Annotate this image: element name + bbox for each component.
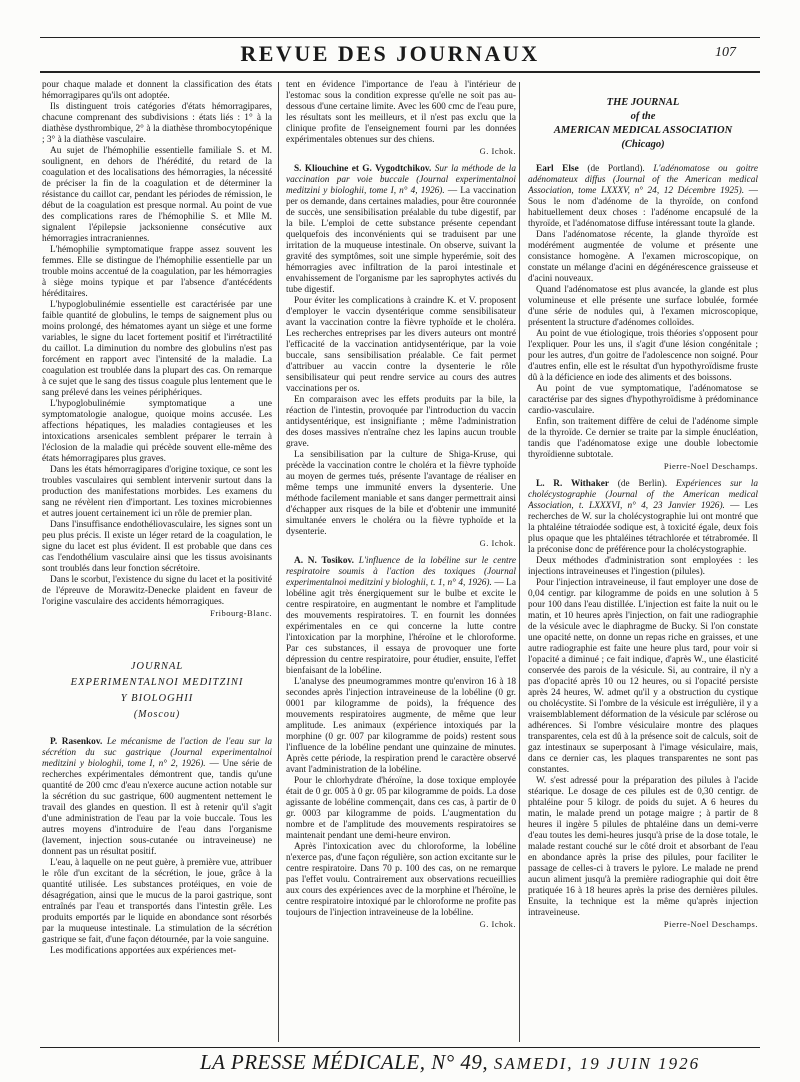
article-text: — Les recherches de W. sur la cholécystographie lui ont montré que la phtaléine tétraiodée sodique est, à toxicité égale, deux fois plus opaque que les phtaléines tétrachlorée et tétrabromée. Il la préconise donc de préférence pour la cholécystographie. — [528, 501, 758, 555]
article-abstract — [42, 737, 272, 858]
article-title: L'adénomatose ou goitre adénomateux diffus — [528, 164, 758, 185]
paragraph: L'analyse des pneumogrammes montre qu'environ 16 à 18 secondes après l'injection intraveineuse de la lobéline (0 gr. 0001 par kilogramme de poids), la fréquence des mouvements respiratoires augmente, de même que leur amplitude. Les animaux (expérience intoxiqués par la morphine (0 gr. 007 par kilogramme de poids) restent sous l'influence de la lobéline pendant une quinzaine de minutes. Après cette période, la respiration prend le caractère observé avant l'administration de la lobéline. — [286, 677, 516, 775]
column-rule-left — [278, 82, 279, 1042]
paragraph: Pour le chlorhydrate d'héroïne, la dose toxique employée était de 0 gr. 005 à 0 gr. 05 par kilogramme de poids. La dose agissante de lobéline commençait, dans ces cas, à partir de 0 gr. 0003 par kilogramme de poids. L'augmentation du nombre et de l'amplitude des mouvements respiratoires se maintenait pendant une demi-heure environ. — [286, 776, 516, 841]
article-title: L'influence de la lobéline sur le centre respiratoire soumis à l'action des toxiques — [286, 556, 516, 577]
article-author: S. Kliouchine et G. Vygodtchikov. — [294, 164, 432, 174]
paragraph: L'hypoglobulinémie essentielle est caractérisée par une faible quantité de globulins, le temps de saignement plus ou moins prolongé, des hématomes ayant un siège et une forme variables, le signe du lacet fortement positif et l'irrétractilité du caillot. La diminution du nombre des globulins n'est pas forcément en rapport avec l'intensité de la maladie. La coagulation est troublée dans la plupart des cas. On remarque à ce sujet que le sang des tissus coagule plus lentement que le sang prélevé dans les veines périphériques. — [42, 300, 272, 398]
signature: G. Ichok. — [479, 146, 516, 156]
article-text: — La vaccination per os demande, dans certaines maladies, pour être couronnée de succès, une sensibilisation préalable du tube digestif, par la bile. L'emploi de cette substance présente cependant quelquefois des inconvénients qui se traduisent par une irritation de la muqueuse intestinale. On observe, suivant la gravité des symptômes, soit une simple hyperémie, soit des hémorragies avec infiltration de la paroi intestinale et envahissement de l'organisme par les saprophytes activés du tube digestif. — [286, 186, 516, 295]
paragraph: En comparaison avec les effets produits par la bile, la réaction de l'intestin, provoquée par l'introduction du vaccin antidysentérique, est insignifiante ; même l'administration des doses massives n'entraîne chez les lapins aucun trouble grave. — [286, 395, 516, 449]
paragraph: W. s'est adressé pour la préparation des pilules à l'acide stéarique. Le dosage de ces pilules est de 0,30 centigr. de phtaléine pour 5 kilogr. de poids du sujet. A 6 heures du matin, le malade prend un potage maigre ; à partir de 8 heures il ingère 5 pilules de phtaléine dans un demi-verre d'eau toutes les demi-heures jusqu'à prise de la dose totale, le malade restant couché sur le côté droit et absorbant de l'eau en abondance après la prise des pilules, pour faciliter le passage de celles-ci à travers le pylore. Le malade ne prend aucun aliment jusqu'à la première radiographie qui doit être pratiquée 16 à 18 heures après la prise des dernières pilules. Ensuite, la technique est la même qu'après injection intraveineuse. — [528, 776, 758, 918]
article-abstract — [528, 479, 758, 556]
article-reference: (Journal of the American medical Association, tome LXXXV, n° 24, 12 Décembre 1925). — [528, 175, 758, 196]
header-rule — [40, 71, 760, 73]
article-abstract — [286, 556, 516, 677]
journal-name-line: of the — [630, 111, 656, 122]
column-rule-right — [519, 82, 520, 1042]
column-right — [528, 80, 758, 1048]
paragraph: Dans l'adénomatose récente, la glande thyroïde est modérément augmentée de volume et présente une consistance homogène. A l'examen microscopique, on constate un mélange d'acini en dégénérescence graisseuse et d'acini nouveaux. — [528, 230, 758, 284]
signature: Fribourg-Blanc. — [210, 608, 272, 618]
paragraph: Après l'intoxication avec du chloroforme, la lobéline n'exerce pas, d'une façon régulière, son action excitante sur le centre respiratoire. Dans 70 p. 100 des cas, on ne remarque pas l'effet voulu. Contrairement aux observations recueillies aux cours des expériences avec de la morphine et l'héroïne, le centre respiratoire intoxiqué par le chloroforme ne profite pas toujours de l'injection intraveineuse de la lobéline. — [286, 842, 516, 918]
journal-name-line: Y BIOLOGHII — [120, 693, 194, 704]
header-rule-top — [40, 37, 760, 38]
article-title: Le mécanisme de l'action de l'eau sur la sécrétion du suc gastrique — [42, 737, 272, 758]
article-reference: (Journal experimentalnoi meditzini y biologhii, t. 1, n° 4, 1926). — [286, 567, 516, 588]
paragraph: L'hypoglobulinémie symptomatique a une symptomatologie analogue, quoique moins accusée. Les affections hépatiques, les maladies contagieuses et les intoxications arsenicales semblent préparer le terrain à l'éclosion de la maladie qui précède souvent elle-même des états hémorragipares plus graves. — [42, 399, 272, 464]
article-text: — La lobéline agit très énergiquement sur le bulbe et excite le centre respiratoire, en augmentant le nombre et l'amplitude des mouvements respiratoires. T. en fournit les données expérimentales en ce qui concerne la lutte contre l'intoxication par la morphine, l'héroïne et le chloroforme. Par ces substances, il essaya de provoquer une forte dépression du centre respiratoire, pour étudier, ensuite, l'effet bienfaisant de la lobéline. — [286, 578, 516, 676]
footer-issue-number: N° 49, — [431, 1050, 489, 1074]
paragraph: Enfin, son traitement diffère de celui de l'adénome simple de la thyroïde. Ce dernier se traite par la simple énucléation, tandis que l'adénomatose exige une double lobectomie thyroïdienne subtotale. — [528, 417, 758, 460]
article-author-location: (de Portland). — [587, 164, 645, 174]
article-author-location: (de Berlin). — [617, 479, 668, 489]
footer-rule — [40, 1047, 760, 1048]
paragraph: Au point de vue symptomatique, l'adénomatose se caractérise par des signes d'hypothyroïdisme à prédominance cardio-vasculaire. — [528, 384, 758, 416]
article-abstract — [528, 164, 758, 230]
article-author: Earl Else — [536, 164, 579, 174]
signature: Pierre-Noel Deschamps. — [663, 919, 758, 929]
footer-journal: LA PRESSE MÉDICALE, — [200, 1050, 426, 1074]
article-author: L. R. Withaker — [536, 479, 610, 489]
paragraph: Dans les états hémorragipares d'origine toxique, ce sont les troubles vasculaires qui semblent intervenir surtout dans la production des manifestations morbides. Les examens du sang ne révèlent rien d'important. Les toxines microbiennes et autres jouent certainement ici un rôle de premier plan. — [42, 465, 272, 519]
paragraph: L'eau, à laquelle on ne peut guère, à première vue, attribuer le rôle d'un excitant de la sécrétion, le joue, grâce à la quantité utilisée. Les substances protéiques, en voie de désagrégation, ainsi que le mucus de la paroi gastrique, sont entraînés par l'eau et transportés dans l'intestin grêle. Les produits emportés par le liquide en abondance sont résorbés par la muqueuse intestinale. La stimulation de la sécrétion gastrique se fait, d'une façon détournée, par la voie sanguine. — [42, 858, 272, 945]
signature: G. Ichok. — [479, 538, 516, 548]
journal-name-line: EXPERIMENTALNOI MEDITZINI — [70, 677, 244, 688]
paragraph: Quand l'adénomatose est plus avancée, la glande est plus volumineuse et elle présente une surface lobulée, formée d'une série de nodules qui, à l'examen microscopique, présentent la structure d'adénomes colloïdes. — [528, 285, 758, 328]
article-reference: (Journal of the American medical Association, t. LXXXVI, n° 4, 23 Janvier 1926). — [528, 490, 758, 511]
article-author: P. Rasenkov. — [50, 737, 103, 747]
article-text: — Sous le nom d'adénome de la thyroïde, on confond habituellement deux choses : l'adénome encapsulé de la thyroïde, et l'adénomatose diffuse intéressant toute la glande. — [528, 186, 758, 229]
journal-city: (Chicago) — [621, 139, 665, 150]
page-number: 107 — [715, 45, 736, 60]
paragraph: tent en évidence l'importance de l'eau à l'intérieur de l'estomac sous la condition expresse qu'elle ne soit pas au-dessous d'une certaine limite. Avec les 600 cmc de l'eau pure, les résultats sont les meilleurs, et il n'est pas exclu que la clinique profite de l'enseignement fourni par les données expérimentales obtenues sur des chiens. — [286, 80, 516, 145]
journal-city: (Moscou) — [133, 709, 181, 720]
column-left — [42, 80, 272, 1048]
paragraph: Ils distinguent trois catégories d'états hémorragipares, chacune comprenant des subdivisions : états liés : 1° à la diathèse dysthrombique, 2° à la diathèse thrombocytopénique ; 3° à la diathèse vasculaire. — [42, 102, 272, 145]
paragraph: Dans le scorbut, l'existence du signe du lacet et la positivité de l'épreuve de Morawitz-Denecke plaident en faveur de l'origine vasculaire des accidents hémorragiques. — [42, 575, 272, 607]
paragraph: Les modifications apportées aux expériences met- — [50, 946, 237, 956]
article-reference: (Journal experimentalnoi meditzini y biologhii, tome I, n° 2, 1926). — [42, 748, 272, 769]
paragraph: Pour éviter les complications à craindre K. et V. proposent d'employer le vaccin dysentérique comme sensibilisateur avant la vaccination contre la fièvre typhoïde et le choléra. Les recherches entreprises par les divers auteurs ont montré l'efficacité de la vaccination antidysentérique, par la voie buccale, sans sensibilisation préalable. Ce fait permet d'attribuer au vaccin contre la dysenterie le rôle sensibilisateur qui peut rendre service au cours des autres vaccinations per os. — [286, 296, 516, 394]
footer-date: SAMEDI, 19 JUIN 1926 — [493, 1054, 701, 1073]
article-reference: (Journal experimentalnoi meditzini y biologhii, tome I, n° 4, 1926). — [286, 175, 516, 196]
journal-heading — [42, 659, 272, 723]
paragraph: Dans l'insuffisance endothéliovasculaire, les signes sont un peu plus précis. Il existe un léger retard de la coagulation, le signe du lacet est plus évident. Il est probable que dans ces cas l'endothélium vasculaire ainsi que les tissus avoisinants sont troublés dans leur fonction sécrétoire. — [42, 520, 272, 574]
article-text: — Une série de recherches expérimentales démontrent que, tandis qu'une quantité de 200 cmc d'eau n'exerce aucune action notable sur la sécrétion du suc gastrique, 600 augmentent nettement le travail des glandes en question. Il est à retenir qu'il s'agit d'une administration de l'eau par la voie buccale. Tous les autres moyens d'introduire de l'eau dans l'organisme (lavement, injection sous-cutanée ou intraveineuse) ne donnent pas un résultat positif. — [42, 759, 272, 857]
article-title: Sur la méthode de la vaccination par voie buccale — [286, 164, 516, 185]
signature: G. Ichok. — [479, 919, 516, 929]
footer — [200, 1050, 701, 1075]
article-abstract — [286, 164, 516, 296]
article-title: Expériences sur la cholécystographie — [528, 479, 758, 500]
paragraph: Pour l'injection intraveineuse, il faut employer une dose de 0,04 centigr. par kilogramme de poids en une solution à 5 pour 100 dans l'eau distillée. L'injection est faite la nuit ou le matin, et 10 heures après l'injection, on fait une radiographie de la vésicule avec le diaphragme de Bucky. Si l'on constate une opacité nette, on donne un repas riche en graisses, et une autre radiographie est faite une heure plus tard, pour voir si l'opacité a diminué ; ce fait indique, d'après W., une élasticité conservée des parois de la vésicule. Si, au contraire, il n'y a pas d'opacité après 10 ou 12 heures, ou si l'opacité persiste après 24 heures, W. admet qu'il y a obstruction du cystique ou cholécystite. Si l'ombre de la vésicule est irrégulière, il y a vraisemblablement déformation de la vésicule par sclérose ou adhérences. Si l'ombre vésiculaire montre des plaques transparentes, cela est dû à la présence soit de calculs, soit de gaz intestinaux se superposant à l'image vésiculaire, mais, dans ce dernier cas, les plaques transparentes ne sont pas constantes. — [528, 578, 758, 775]
journal-name-line: JOURNAL — [130, 661, 184, 672]
journal-name-line: THE JOURNAL — [606, 97, 680, 108]
running-head: REVUE DES JOURNAUX — [240, 41, 540, 66]
column-middle — [286, 80, 516, 1048]
journal-heading — [528, 96, 758, 152]
paragraph: Au point de vue étiologique, trois théories s'opposent pour l'expliquer. Pour les uns, il s'agit d'une lésion congénitale ; pour les autres, d'un goitre de l'adolescence non soigné. Pour d'autres enfin, elle est le résultat d'un hypothyroïdisme fruste dû à la déficience en iode des aliments et des boissons. — [528, 329, 758, 383]
paragraph: La sensibilisation par la culture de Shiga-Kruse, qui précède la vaccination contre le choléra et la fièvre typhoïde au moyen de germes tués, présente l'avantage de réaliser en même temps une immunité envers la dysenterie. Une méthode facilement maniable et sans danger permettrait ainsi d'échapper aux risques de la bile et d'obtenir une immunité simultanée envers le choléra ou la fièvre typhoïde et la dysenterie. — [286, 450, 516, 537]
article-author: A. N. Tosikov. — [294, 556, 354, 566]
journal-name-line: AMERICAN MEDICAL ASSOCIATION — [553, 125, 733, 136]
paragraph: L'hémophilie symptomatique frappe assez souvent les femmes. Elle se distingue de l'hémophilie essentielle par un trouble moins accentué de la coagulation, par les hémorragies à siège moins typique et par l'absence d'antécédents héréditaires. — [42, 245, 272, 299]
paragraph: Deux méthodes d'administration sont employées : les injections intraveineuses et l'ingestion (pilules). — [528, 556, 758, 577]
paragraph: pour chaque malade et donnent la classification des états hémorragipares qu'ils ont adoptée. — [42, 80, 272, 101]
signature: Pierre-Noel Deschamps. — [663, 461, 758, 471]
paragraph: Au sujet de l'hémophilie essentielle familiale S. et M. soulignent, en dehors de l'hérédité, du retard de la coagulation et des localisations des hémorragies, la nécessité de préciser la fin de la coagulation et de déterminer la résistance du caillot car, pendant les périodes de rémission, le début de la coagulation est presque normal. Au point de vue des complications rares de l'hémophilie S. et Mlle M. signalent l'épilepsie jacksonienne consécutive aux hémorragies intracraniennes. — [42, 146, 272, 244]
